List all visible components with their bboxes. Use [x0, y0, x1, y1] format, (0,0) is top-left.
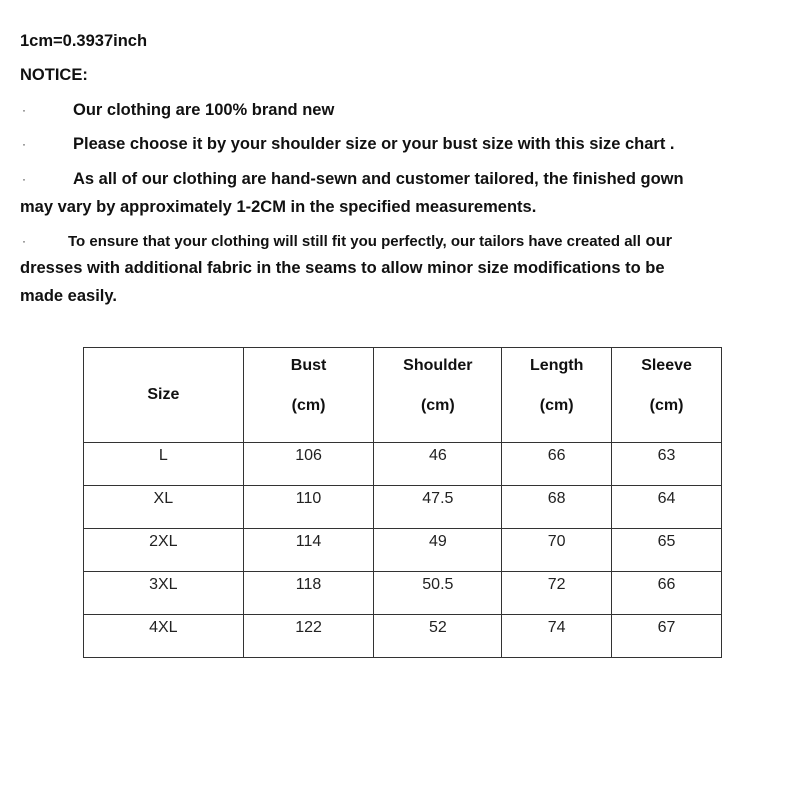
- cell-bust: 110: [243, 486, 374, 529]
- cell-shoulder: 49: [374, 529, 502, 572]
- cell-shoulder: 52: [374, 615, 502, 658]
- bullet-dot: ·: [22, 103, 26, 117]
- header-unit: (cm): [291, 397, 326, 414]
- bullet-dot: ·: [22, 172, 26, 186]
- table-row: [84, 486, 722, 529]
- size-chart-table: [83, 347, 722, 658]
- cell-sleeve: 64: [612, 486, 722, 529]
- cell-size: XL: [84, 486, 244, 529]
- conversion-note: 1cm=0.3937inch: [20, 32, 148, 50]
- header-size: [84, 348, 244, 443]
- notice-text: Our clothing are 100% brand new: [73, 101, 335, 119]
- notice-text-tail: our: [640, 232, 673, 250]
- cell-shoulder: 47.5: [374, 486, 502, 529]
- cell-length: 68: [502, 486, 612, 529]
- bullet-dot: ·: [22, 234, 26, 248]
- header-sleeve: [612, 348, 722, 443]
- cell-bust: 106: [243, 443, 374, 486]
- bullet-dot: ·: [22, 137, 26, 151]
- cell-bust: 114: [243, 529, 374, 572]
- cell-length: 66: [502, 443, 612, 486]
- cell-sleeve: 63: [612, 443, 722, 486]
- cell-bust: 122: [243, 615, 374, 658]
- cell-size: 2XL: [84, 529, 244, 572]
- header-label: Bust: [290, 357, 327, 374]
- notice-text: Please choose it by your shoulder size or your bust size with this size chart .: [73, 135, 675, 153]
- header-shoulder: [374, 348, 502, 443]
- table-header-row: [84, 348, 722, 443]
- header-length: [502, 348, 612, 443]
- cell-sleeve: 67: [612, 615, 722, 658]
- notice-text-small: To ensure that your clothing will still fit you perfectly, our tailors have created all: [68, 233, 641, 250]
- header-unit: (cm): [649, 397, 684, 414]
- cell-sleeve: 66: [612, 572, 722, 615]
- header-label: Length: [530, 357, 584, 374]
- notice-item-3-continued: may vary by approximately 1-2CM in the specified measurements.: [20, 198, 537, 216]
- cell-length: 72: [502, 572, 612, 615]
- header-label: Shoulder: [403, 357, 473, 374]
- notice-item-4-continued-2: made easily.: [20, 287, 117, 305]
- cell-size: L: [84, 443, 244, 486]
- table-row: [84, 572, 722, 615]
- cell-size: 3XL: [84, 572, 244, 615]
- cell-bust: 118: [243, 572, 374, 615]
- notice-title: NOTICE:: [20, 66, 88, 84]
- notice-text-line: [68, 231, 672, 252]
- table-row: [84, 615, 722, 658]
- header-unit: (cm): [420, 397, 455, 414]
- cell-length: 70: [502, 529, 612, 572]
- cell-shoulder: 46: [374, 443, 502, 486]
- header-unit: (cm): [539, 397, 574, 414]
- header-bust: [243, 348, 374, 443]
- notice-text: As all of our clothing are hand-sewn and customer tailored, the finished gown: [73, 170, 684, 188]
- header-label: Sleeve: [641, 357, 692, 374]
- notice-item-4-continued: dresses with additional fabric in the seams to allow minor size modifications to be: [20, 259, 665, 277]
- cell-length: 74: [502, 615, 612, 658]
- cell-shoulder: 50.5: [374, 572, 502, 615]
- header-label: Size: [147, 386, 180, 403]
- table-row: [84, 443, 722, 486]
- table-row: [84, 529, 722, 572]
- cell-size: 4XL: [84, 615, 244, 658]
- cell-sleeve: 65: [612, 529, 722, 572]
